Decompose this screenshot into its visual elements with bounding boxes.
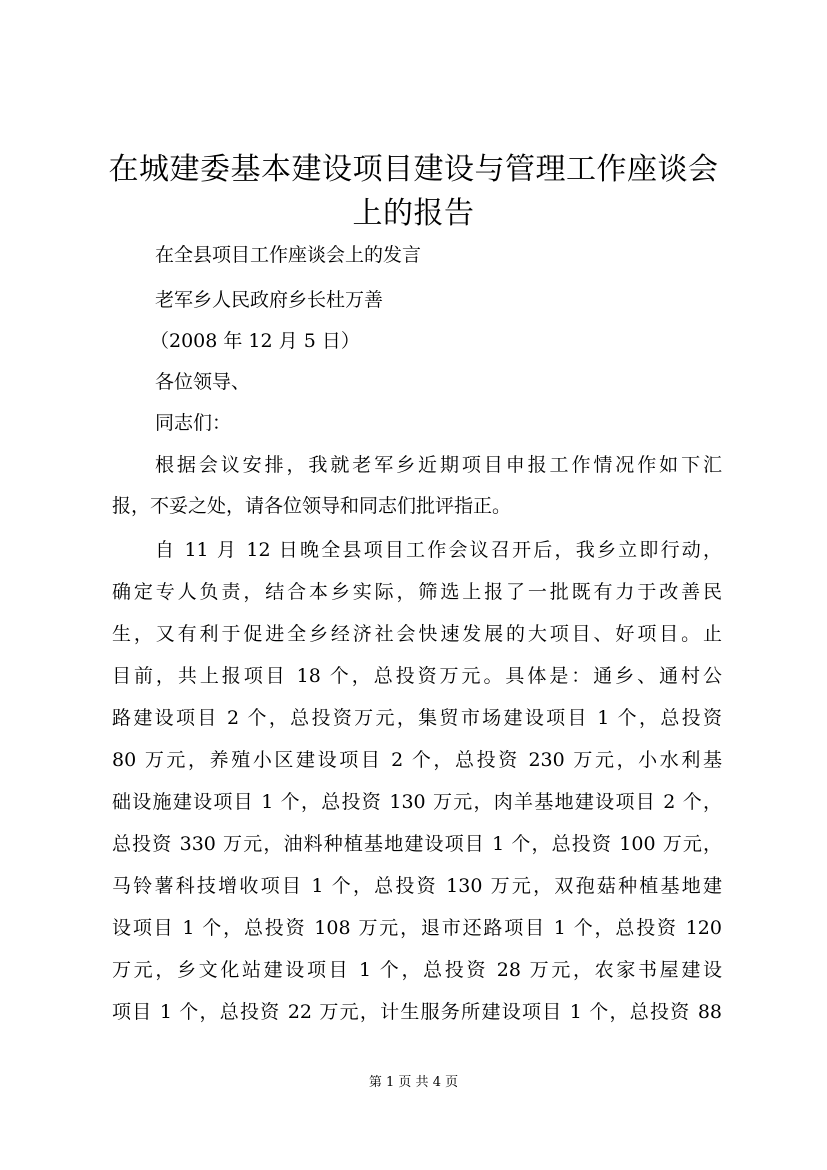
author-line: 老军乡人民政府乡长杜万善: [155, 289, 384, 311]
paragraph-2-line: 确定专人负责，结合本乡实际，筛选上报了一批既有力于改善民: [112, 581, 722, 603]
paragraph-2-line: 础设施建设项目 1 个，总投资 130 万元，肉羊基地建设项目 2 个，: [112, 791, 722, 813]
paragraph-2-line: 自 11 月 12 日晚全县项目工作会议召开后，我乡立即行动，: [155, 539, 722, 561]
paragraph-2-line: 总投资 330 万元，油料种植基地建设项目 1 个，总投资 100 万元，: [112, 833, 722, 855]
date-line: （2008 年 12 月 5 日）: [150, 330, 360, 352]
paragraph-2-line: 路建设项目 2 个，总投资万元，集贸市场建设项目 1 个，总投资: [112, 707, 722, 729]
title-line-1: 在城建委基本建设项目建设与管理工作座谈会: [108, 152, 719, 187]
salutation-comrades: 同志们：: [155, 412, 232, 434]
page-footer: 第 1 页 共 4 页: [368, 1075, 459, 1090]
paragraph-1-line: 根据会议安排，我就老军乡近期项目申报工作情况作如下汇: [155, 454, 722, 476]
paragraph-1-line: 报，不妥之处，请各位领导和同志们批评指正。: [112, 495, 512, 517]
salutation-leaders: 各位领导、: [155, 371, 251, 393]
paragraph-2-line: 马铃薯科技增收项目 1 个，总投资 130 万元，双孢菇种植基地建: [112, 875, 722, 897]
document-title: [100, 148, 727, 236]
paragraph-2-line: 万元，乡文化站建设项目 1 个，总投资 28 万元，农家书屋建设: [112, 959, 722, 981]
paragraph-2-line: 目前，共上报项目 18 个，总投资万元。具体是：通乡、通村公: [112, 665, 722, 687]
paragraph-2-line: 设项目 1 个，总投资 108 万元，退市还路项目 1 个，总投资 120: [112, 917, 722, 939]
paragraph-2-line: 80 万元，养殖小区建设项目 2 个，总投资 230 万元，小水利基: [112, 749, 722, 771]
title-line-2: 上的报告: [352, 196, 475, 231]
paragraph-2-line: 生，又有利于促进全乡经济社会快速发展的大项目、好项目。止: [112, 623, 722, 645]
subtitle: 在全县项目工作座谈会上的发言: [155, 244, 422, 266]
paragraph-2-line: 项目 1 个，总投资 22 万元，计生服务所建设项目 1 个，总投资 88: [112, 1001, 722, 1023]
